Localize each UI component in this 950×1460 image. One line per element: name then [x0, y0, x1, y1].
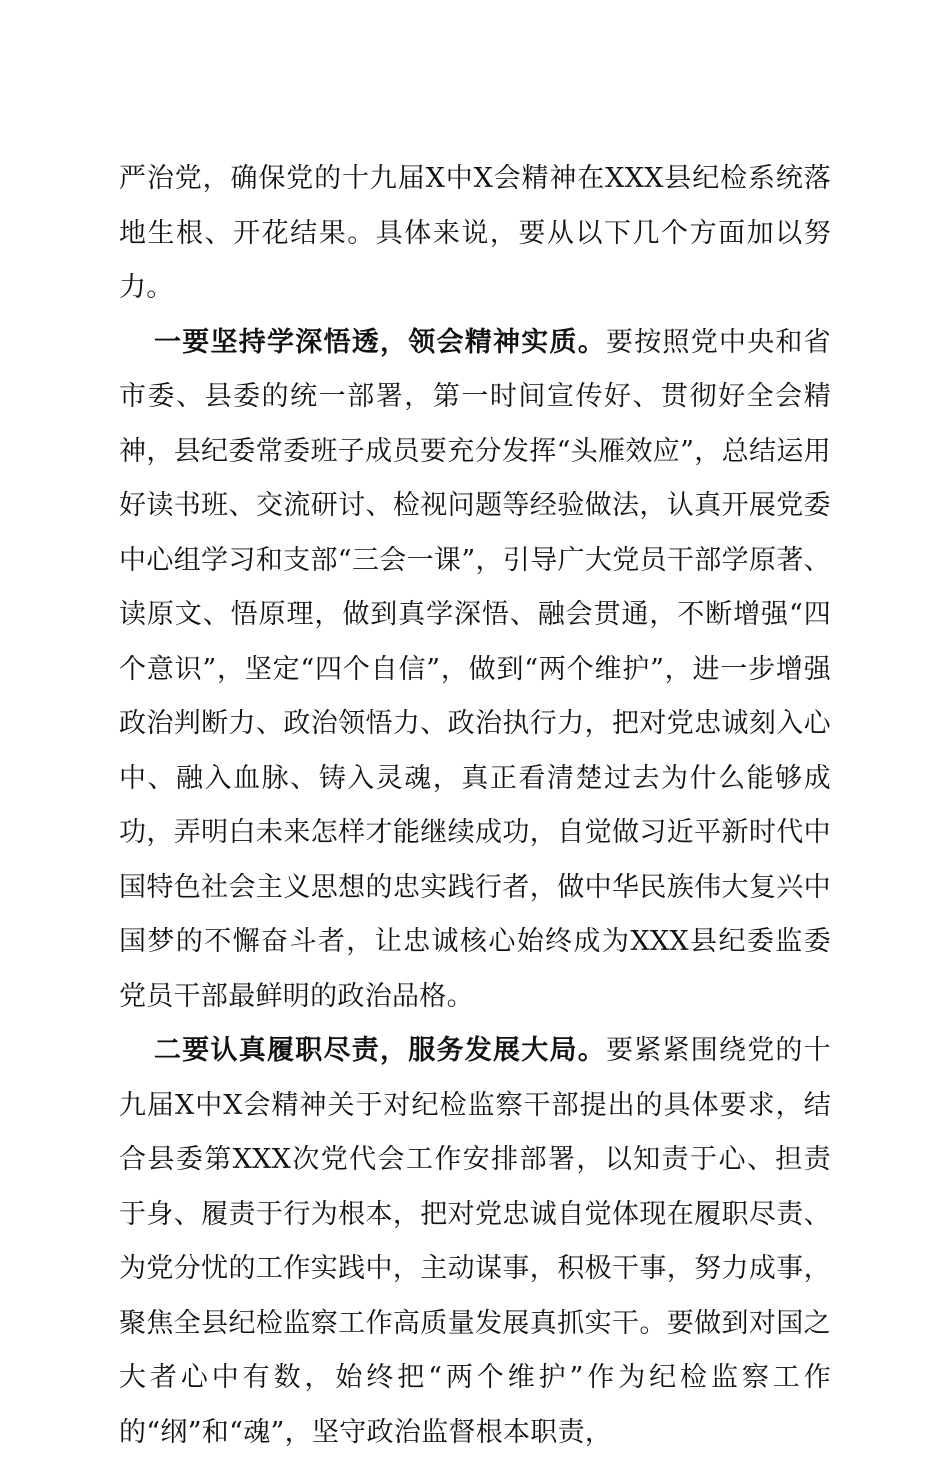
- section-1-heading: 一要坚持学深悟透，领会精神实质。: [154, 326, 606, 358]
- continuation-text: 严治党，确保党的十九届X中X会精神在XXX县纪检系统落地生根、开花结果。具体来说，要从以下几个方面加以努力。: [119, 163, 831, 303]
- section-1-paragraph: [119, 316, 831, 1025]
- section-2-heading: 二要认真履职尽责，服务发展大局。: [154, 1035, 606, 1066]
- document-body: [119, 152, 831, 1460]
- section-2-text: 要紧紧围绕党的十九届X中X会精神关于对纪检监察干部提出的具体要求，结合县委第XXX次党代会工作安排部署，以知责于心、担责于身、履责于行为根本，把对党忠诚自觉体现在履职尽责、为党分忧的工作实践中，主动谋事，积极干事，努力成事，聚焦全县纪检监察工作高质量发展真抓实干。要做到对国之大者心中有数，始终把“两个维护”作为纪检监察工作的“纲”和“魂”，坚守政治监督根本职责，: [119, 1035, 831, 1448]
- section-2-paragraph: [119, 1024, 831, 1460]
- section-1-text: 要按照党中央和省市委、县委的统一部署，第一时间宣传好、贯彻好全会精神，县纪委常委班子成员要充分发挥“头雁效应”，总结运用好读书班、交流研讨、检视问题等经验做法，认真开展党委中心组学习和支部“三会一课”，引导广大党员干部学原著、读原文、悟原理，做到真学深悟、融会贯通，不断增强“四个意识”，坚定“四个自信”，做到“两个维护”，进一步增强政治判断力、政治领悟力、政治执行力，把对党忠诚刻入心中、融入血脉、铸入灵魂，真正看清楚过去为什么能够成功，弄明白未来怎样才能继续成功，自觉做习近平新时代中国特色社会主义思想的忠实践行者，做中华民族伟大复兴中国梦的不懈奋斗者，让忠诚核心始终成为XXX县纪委监委党员干部最鲜明的政治品格。: [119, 326, 831, 1012]
- continuation-paragraph: [119, 152, 831, 316]
